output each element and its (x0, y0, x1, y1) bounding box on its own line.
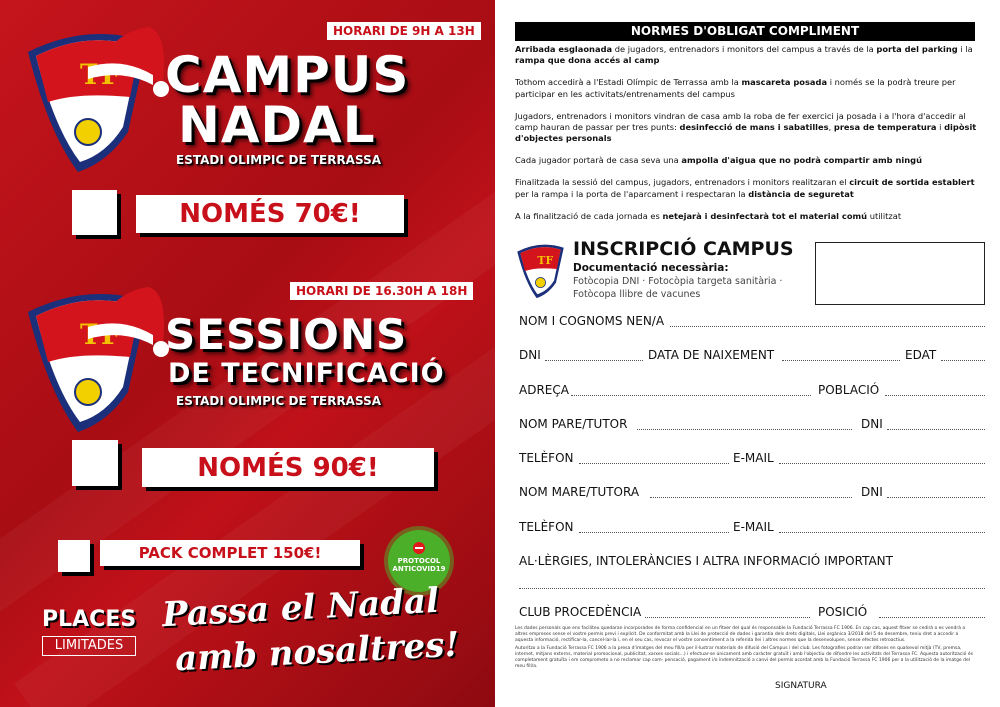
rules-list (515, 44, 977, 232)
legal-data-protection: Les dades personals que ens faciliteu quedaran incorporades de forma confidencial en un fitxer del qual és responsable la Fundació Terrassa FC 1906. En cap cas, aquest fitxer se cedirà o es vendrà a altres empreses sense el vostre permís previ i explícit. De conformitat amb la Llei de protecció de dades i garantia dels drets digitals, Llei orgànica 3/2018 del 5 de desembre, teniu dret a accedir a aquesta informació, rectificar-la, cancel·lar-la i, en el seu cas, revocar el vostre consentiment a la referida llei i altres normes que la desenvolupen, sense efectes retroactius. (515, 626, 966, 643)
no-entry-icon (413, 542, 425, 554)
rule-emphasis: circuit de sortida establert (849, 177, 975, 188)
allergies-label: AL·LÈRGIES, INTOLERÀNCIES I ALTRA INFORMACIÓ IMPORTANT (519, 554, 893, 568)
pack-price: PACK COMPLET 150€! (100, 540, 360, 566)
rule-emphasis: porta del parking (876, 44, 958, 54)
rule-emphasis: rampa que dona accés al camp (515, 55, 660, 66)
docs-label: Documentació necessària: (573, 262, 729, 274)
rule-emphasis: Arribada esglaonada (515, 44, 613, 54)
rule-item (515, 155, 977, 166)
places-line2: LIMITADES (42, 636, 136, 656)
rule-emphasis: dipòsit d'objectes personals (515, 122, 977, 144)
rule-item (515, 77, 977, 100)
position-input[interactable] (879, 617, 985, 618)
rule-emphasis: ampolla d'aigua que no podrà compartir amb ningú (681, 155, 922, 166)
slogan-line2: amb nosaltres! (174, 624, 461, 680)
email1-input[interactable] (779, 463, 985, 464)
pack-checkbox[interactable] (58, 540, 90, 572)
club-crest-logo (513, 240, 568, 300)
campus-title: CAMPUS (165, 46, 410, 104)
position-label: POSICIÓ (818, 605, 868, 619)
sessions-checkbox[interactable] (72, 440, 118, 486)
rule-item (515, 44, 977, 67)
photo-box[interactable] (815, 242, 985, 305)
phone1-input[interactable] (579, 463, 729, 464)
sessions-schedule: HORARI DE 16.30H A 18H (290, 282, 473, 300)
rule-text: de jugadors, entrenadors i monitors del campus a través de la (612, 44, 877, 54)
mother-dni-label: DNI (861, 485, 883, 499)
father-dni-input[interactable] (887, 429, 985, 430)
rule-text: i la (957, 44, 973, 54)
campus-checkbox[interactable] (72, 190, 117, 235)
rule-text: Tothom accedirà a l'Estadi Olímpic de Terrassa amb la (515, 77, 742, 88)
rule-text: Finalitzada la sessió del campus, jugadors, entrenadors i monitors realitzaran el (515, 177, 850, 188)
rule-item (515, 211, 977, 222)
rule-text: per la rampa i la porta de l'aparcament i respectaran la (515, 188, 749, 199)
father-input[interactable] (637, 429, 852, 430)
rules-title: NORMES D'OBLIGAT COMPLIMENT (515, 22, 975, 41)
name-label: NOM I COGNOMS NEN/A (519, 314, 665, 328)
club-crest-logo (18, 22, 178, 182)
father-label: NOM PARE/TUTOR (519, 417, 628, 431)
sessions-venue: ESTADI OLIMPIC DE TERRASSA (176, 394, 382, 408)
campus-price: NOMÉS 70€! (136, 195, 404, 233)
address-label: ADREÇA (519, 383, 569, 397)
inscription-title: INSCRIPCIÓ CAMPUS (573, 238, 794, 260)
mother-dni-input[interactable] (887, 497, 985, 498)
age-label: EDAT (905, 348, 937, 362)
dni-input[interactable] (545, 360, 643, 361)
phone2-label: TELÈFON (519, 520, 574, 534)
sessions-title: SESSIONS (165, 310, 408, 359)
signature-label: SIGNATURA (775, 681, 827, 691)
rule-emphasis: mascareta posada (741, 77, 828, 88)
phone1-label: TELÈFON (519, 451, 574, 465)
name-input[interactable] (670, 326, 985, 327)
rule-emphasis: desinfecció de mans i sabatilles (679, 122, 829, 133)
rule-text: Cada jugador portarà de casa seva una (515, 155, 682, 166)
rule-item (515, 111, 977, 145)
birth-input[interactable] (782, 360, 900, 361)
registration-panel (495, 0, 1000, 707)
rule-text: utilitzat (867, 210, 902, 221)
rule-emphasis: distància de seguretat (748, 188, 854, 199)
email1-label: E-MAIL (733, 451, 774, 465)
rule-text: A la finalització de cada jornada es (515, 210, 663, 221)
club-crest-logo (18, 282, 178, 442)
places-line1: PLACES (42, 607, 137, 632)
docs-line1: Fotòcopia DNI · Fotocòpia targeta sanitària · (573, 276, 783, 287)
rule-item (515, 177, 977, 200)
club-input[interactable] (645, 617, 810, 618)
rule-text: i (936, 122, 945, 133)
legal-image-rights: Autoritzo a la Fundació Terrassa FC 1906 a la presa d'imatges del meu fill/a per il·lustrar materials de difusió del Campus i del club. Les fotografies podran ser difoses en qualsevol mitjà (TV, premsa, internet, mitjans externs, material promocional, publicitat, xarxes socials...) i efectuar-se únicament amb caràcter gratuït i amb l'objectiu de difondre les activitats del Terrassa FC. Aquesta autorització és completament gratuïta i em comprometo a no reclamar cap com- pensació, pagament i/o indemnització a canvi del permís acordat amb la Fundació Terrassa FC 1906 per a la utilització de la imatge del meu fill/a. (515, 646, 973, 669)
email2-input[interactable] (779, 532, 985, 533)
dni-label: DNI (519, 348, 541, 362)
sessions-title-2: DE TECNIFICACIÓ (168, 358, 445, 389)
promo-panel (0, 0, 495, 707)
club-label: CLUB PROCEDÈNCIA (519, 605, 642, 619)
sessions-price: NOMÉS 90€! (142, 448, 434, 487)
birth-label: DATA DE NAIXEMENT (648, 348, 775, 362)
phone2-input[interactable] (579, 532, 729, 533)
rule-text: , (828, 122, 834, 133)
slogan-line1: Passa el Nadal (161, 580, 440, 636)
docs-line2: Fotòcopa llibre de vacunes (573, 289, 701, 300)
town-label: POBLACIÓ (818, 383, 880, 397)
limited-places (42, 606, 136, 656)
badge-line1: PROTOCOL (397, 557, 441, 565)
address-input[interactable] (571, 395, 811, 396)
legal-text (515, 626, 977, 672)
mother-label: NOM MARE/TUTORA (519, 485, 640, 499)
rule-text: i només se la podrà treure per participar en les activitats/entrenaments del campus (515, 77, 956, 99)
age-input[interactable] (941, 360, 985, 361)
father-dni-label: DNI (861, 417, 883, 431)
allergies-input[interactable] (519, 588, 985, 589)
badge-line2: ANTICOVID19 (392, 565, 446, 573)
campus-title-2: NADAL (178, 96, 376, 154)
mother-input[interactable] (650, 497, 852, 498)
campus-venue: ESTADI OLIMPIC DE TERRASSA (176, 153, 382, 167)
email2-label: E-MAIL (733, 520, 774, 534)
rule-emphasis: presa de temperatura (833, 122, 937, 133)
rule-emphasis: netejarà i desinfectarà tot el material comú (662, 210, 868, 221)
rule-text: Jugadors, entrenadors i monitors vindran de casa amb la roba de fer exercici ja posada i a l'hora d'accedir al camp hauran de passar per tres punts: (515, 110, 966, 133)
town-input[interactable] (885, 395, 985, 396)
campus-schedule: HORARI DE 9H A 13H (327, 22, 481, 40)
